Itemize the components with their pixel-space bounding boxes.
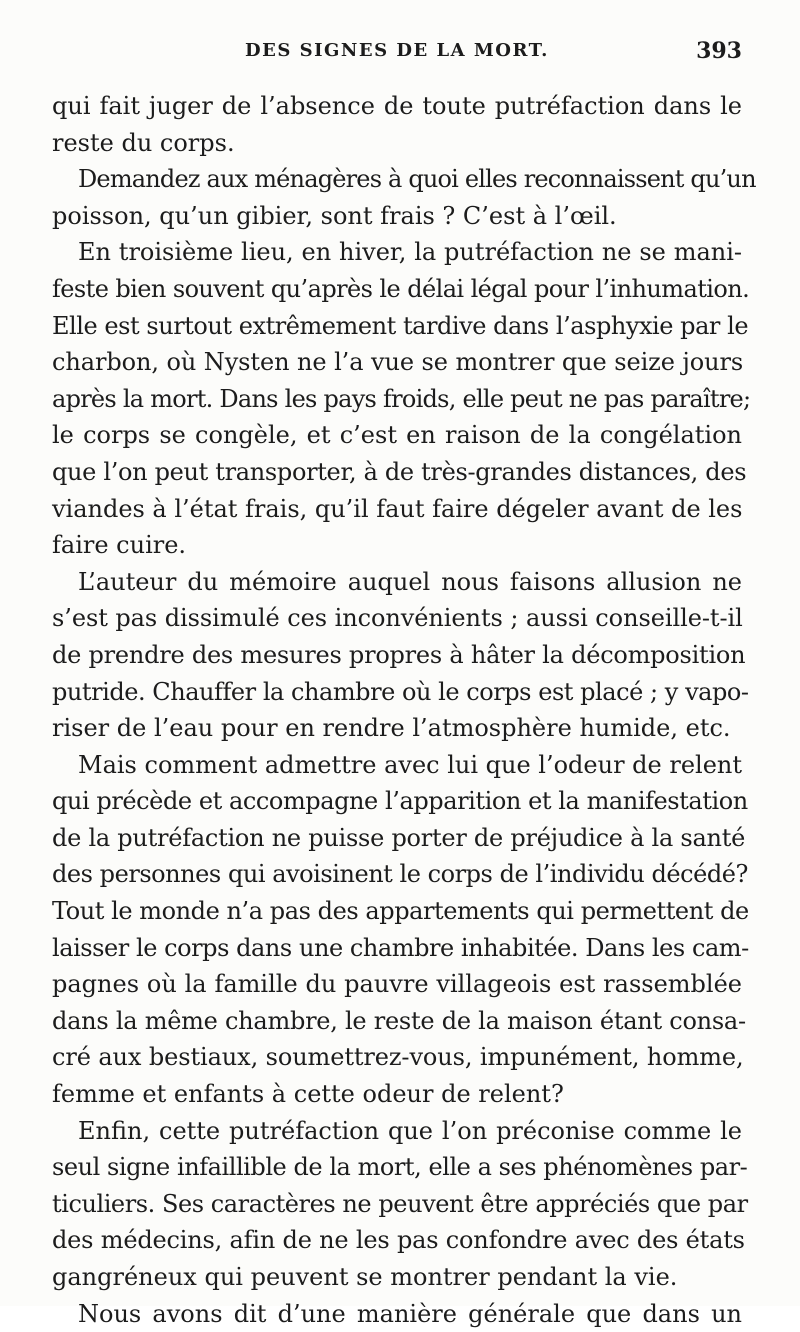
text-line: Nous avons dit d’une manière générale que dans un bbox=[78, 1299, 742, 1328]
text-line: laisser le corps dans une chambre inhabitée. Dans les cam- bbox=[52, 933, 749, 962]
page-header bbox=[52, 0, 742, 88]
text-line: faire cuire. bbox=[52, 531, 187, 560]
text-line: Tout le monde n’a pas des appartements qui permettent de bbox=[52, 897, 749, 926]
text-line: des personnes qui avoisinent le corps de l’individu décédé? bbox=[52, 860, 748, 889]
text-line: riser de l’eau pour en rendre l’atmosphère humide, etc. bbox=[52, 714, 731, 743]
text-line: femme et enfants à cette odeur de relent? bbox=[52, 1080, 564, 1109]
text-line: seul signe infaillible de la mort, elle a ses phénomènes par- bbox=[52, 1153, 748, 1182]
text-line: le corps se congèle, et c’est en raison de la congélation bbox=[52, 421, 742, 450]
text-line: qui précède et accompagne l’apparition et la manifestation bbox=[52, 787, 748, 816]
text-line: poisson, qu’un gibier, sont frais ? C’est à l’œil. bbox=[52, 201, 617, 230]
text-line: En troisième lieu, en hiver, la putréfaction ne se mani- bbox=[78, 238, 742, 267]
text-line: Demandez aux ménagères à quoi elles reconnaissent qu’un bbox=[78, 165, 756, 194]
text-line: Elle est surtout extrêmement tardive dans l’asphyxie par le bbox=[52, 311, 749, 340]
text-line: reste du corps. bbox=[52, 128, 235, 157]
text-line: s’est pas dissimulé ces inconvénients ; aussi conseille-t-il bbox=[52, 604, 743, 633]
text-line: qui fait juger de l’absence de toute putréfaction dans le bbox=[52, 92, 742, 120]
text-line: ticuliers. Ses caractères ne peuvent être appréciés que par bbox=[52, 1189, 748, 1218]
text-line: Enfin, cette putréfaction que l’on préconise comme le bbox=[78, 1116, 742, 1145]
text-line: viandes à l’état frais, qu’il faut faire dégeler avant de les bbox=[52, 494, 743, 523]
text-line: L’auteur du mémoire auquel nous faisons allusion ne bbox=[78, 567, 742, 596]
text-line: charbon, où Nysten ne l’a vue se montrer que seize jours bbox=[52, 348, 744, 377]
body-text bbox=[52, 88, 756, 1332]
text-line: de la putréfaction ne puisse porter de préjudice à la santé bbox=[52, 823, 746, 852]
text-line: cré aux bestiaux, soumettrez-vous, impunément, homme, bbox=[52, 1043, 744, 1072]
text-line: putride. Chauffer la chambre où le corps est placé ; y vapo- bbox=[52, 677, 749, 706]
text-line: de prendre des mesures propres à hâter la décomposition bbox=[52, 640, 746, 669]
text-line: Mais comment admettre avec lui que l’odeur de relent bbox=[78, 750, 743, 779]
page-number: 393 bbox=[696, 38, 742, 64]
text-line: des médecins, afin de ne les pas confondre avec des états bbox=[52, 1226, 745, 1255]
text-line: gangréneux qui peuvent se montrer pendant la vie. bbox=[52, 1263, 678, 1291]
running-head: DES SIGNES DE LA MORT. bbox=[245, 40, 549, 61]
text-line: pagnes où la famille du pauvre villageois est rassemblée bbox=[52, 970, 742, 999]
text-line: feste bien souvent qu’après le délai légal pour l’inhumation. bbox=[52, 274, 750, 303]
text-line: après la mort. Dans les pays froids, elle peut ne pas paraître; bbox=[52, 384, 751, 413]
text-line: que l’on peut transporter, à de très-grandes distances, des bbox=[52, 457, 747, 486]
text-line: dans la même chambre, le reste de la maison étant consa- bbox=[52, 1006, 746, 1035]
